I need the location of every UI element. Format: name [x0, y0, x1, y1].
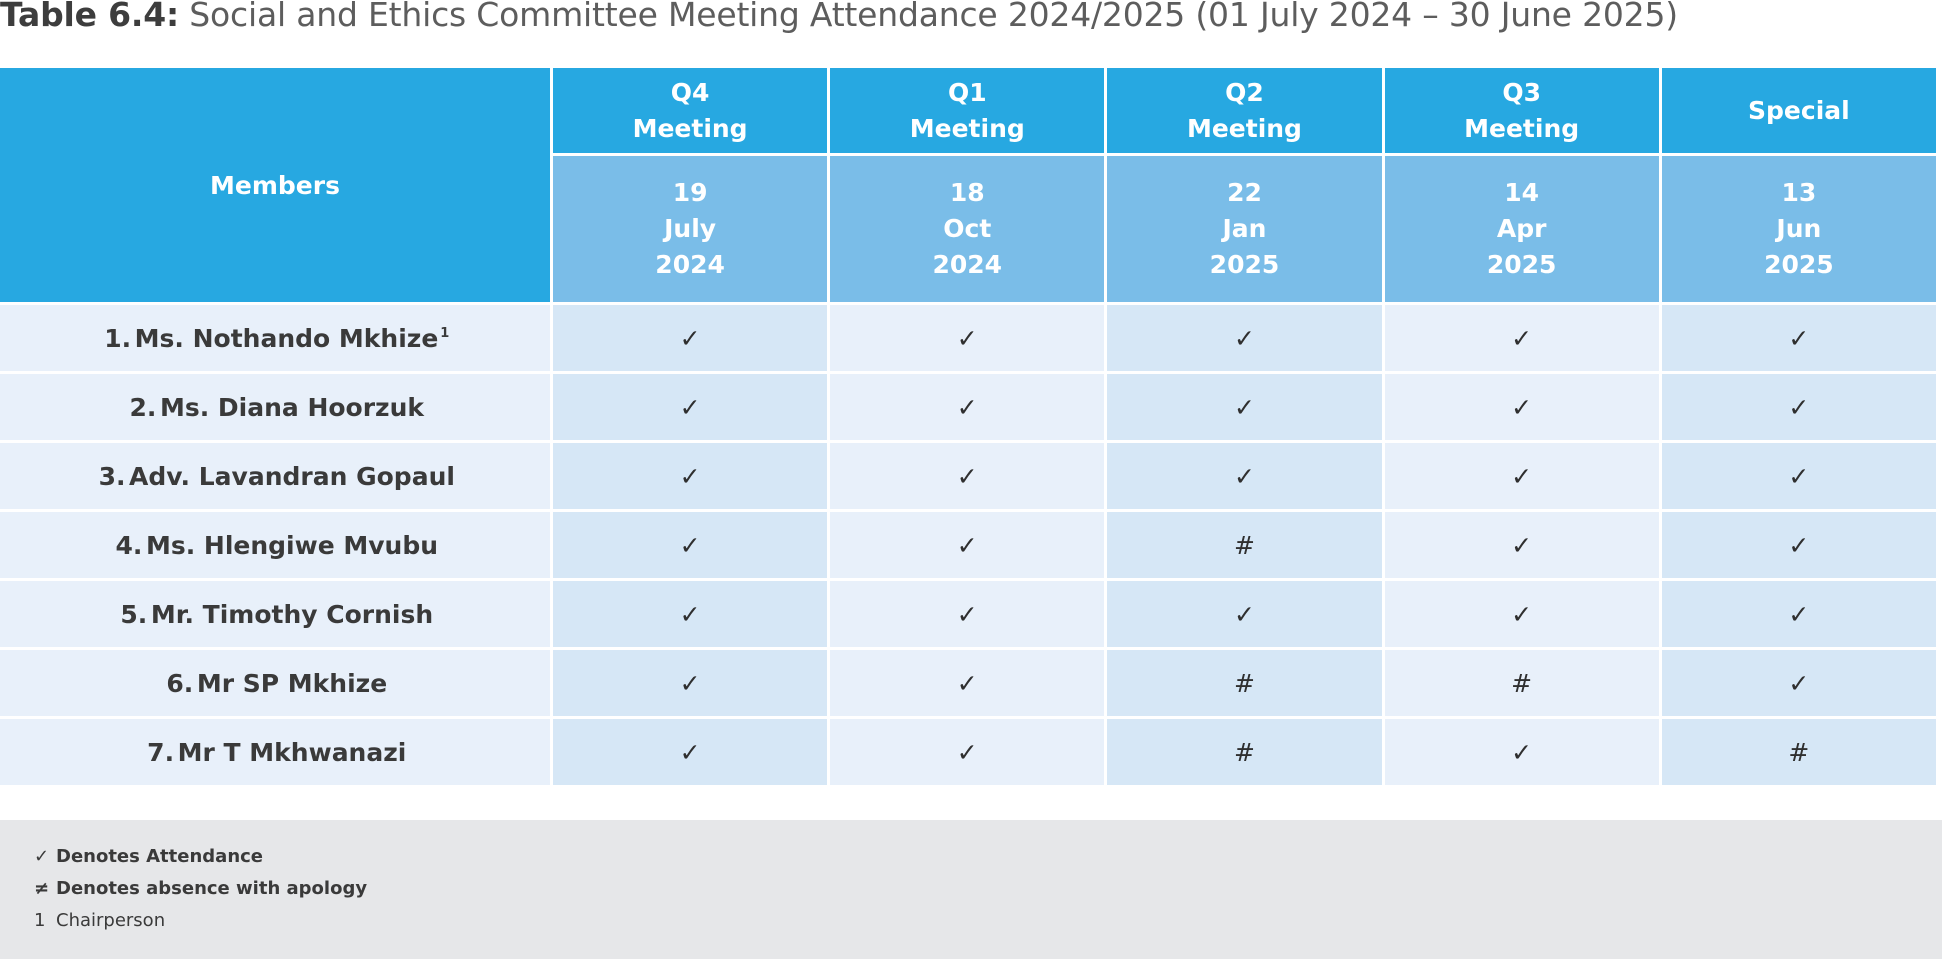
attendance-cell: ✓ — [1107, 305, 1381, 371]
table-row — [0, 719, 1936, 785]
attendance-cell: ✓ — [1662, 374, 1936, 440]
attendance-cell: # — [1107, 512, 1381, 578]
attendance-cell: ✓ — [553, 305, 827, 371]
member-name: Mr. Timothy Cornish — [150, 599, 434, 629]
table-row — [0, 305, 1936, 371]
member-name: Mr T Mkhwanazi — [177, 737, 407, 767]
attendance-cell: ✓ — [1385, 443, 1659, 509]
attendance-cell: ✓ — [1385, 581, 1659, 647]
member-number: 6. — [166, 668, 194, 698]
member-name-cell — [0, 374, 550, 440]
meeting-date-header: 18 Oct 2024 — [830, 156, 1104, 302]
table-row — [0, 374, 1936, 440]
attendance-cell: ✓ — [830, 650, 1104, 716]
attendance-cell: # — [1662, 719, 1936, 785]
member-number: 3. — [98, 461, 126, 491]
members-header: Members — [0, 68, 550, 302]
attendance-cell: ✓ — [1662, 512, 1936, 578]
legend-item-apology — [34, 877, 367, 901]
legend-text: Chairperson — [56, 910, 166, 931]
table-row — [0, 650, 1936, 716]
attendance-cell: ✓ — [1107, 374, 1381, 440]
member-name-cell — [0, 650, 550, 716]
member-name-cell — [0, 581, 550, 647]
attendance-cell: ✓ — [553, 581, 827, 647]
attendance-cell: ✓ — [553, 374, 827, 440]
attendance-cell: ✓ — [830, 374, 1104, 440]
meeting-header: Q2 Meeting — [1107, 68, 1381, 153]
chairperson-footnote-marker: 1 — [440, 325, 450, 341]
meeting-name-row — [0, 68, 1936, 153]
checkmark-icon: ✓ — [34, 846, 50, 867]
footnote-number: 1 — [34, 910, 46, 931]
attendance-cell: ✓ — [830, 581, 1104, 647]
member-name-cell — [0, 512, 550, 578]
table-row — [0, 581, 1936, 647]
meeting-date-header: 19 July 2024 — [553, 156, 827, 302]
member-number: 7. — [147, 737, 175, 767]
member-name: Ms. Hlengiwe Mvubu — [145, 530, 439, 560]
legend-item-chairperson — [34, 909, 165, 933]
legend-text: Denotes absence with apology — [56, 878, 368, 899]
member-name: Mr SP Mkhize — [196, 668, 388, 698]
member-number: 2. — [129, 392, 157, 422]
attendance-cell: # — [1107, 650, 1381, 716]
meeting-date-header: 22 Jan 2025 — [1107, 156, 1381, 302]
not-equal-icon: ≠ — [34, 878, 50, 899]
meeting-header: Q4 Meeting — [553, 68, 827, 153]
member-number: 5. — [120, 599, 148, 629]
attendance-cell: ✓ — [1107, 443, 1381, 509]
attendance-cell: ✓ — [1385, 719, 1659, 785]
attendance-cell: ✓ — [1662, 443, 1936, 509]
attendance-cell: ✓ — [1662, 650, 1936, 716]
attendance-cell: ✓ — [1107, 581, 1381, 647]
meeting-header: Q3 Meeting — [1385, 68, 1659, 153]
table-title-text: Social and Ethics Committee Meeting Attendance 2024/2025 (01 July 2024 – 30 June 2025) — [189, 0, 1678, 34]
attendance-cell: # — [1385, 650, 1659, 716]
attendance-cell: ✓ — [1385, 512, 1659, 578]
attendance-cell: ✓ — [1662, 581, 1936, 647]
member-name-cell — [0, 443, 550, 509]
table-title-label: Table 6.4: — [0, 0, 179, 34]
legend-panel — [0, 820, 1942, 959]
meeting-header: Special — [1662, 68, 1936, 153]
table-row — [0, 443, 1936, 509]
attendance-cell: ✓ — [1662, 305, 1936, 371]
legend-item-attendance — [34, 845, 263, 869]
member-name: Ms. Nothando Mkhize — [134, 323, 439, 353]
table-title — [0, 0, 1678, 37]
member-number: 1. — [104, 323, 132, 353]
attendance-cell: # — [1107, 719, 1381, 785]
attendance-cell: ✓ — [1385, 374, 1659, 440]
member-name-cell — [0, 305, 550, 371]
member-number: 4. — [115, 530, 143, 560]
attendance-cell: ✓ — [1385, 305, 1659, 371]
attendance-table — [0, 65, 1939, 788]
attendance-cell: ✓ — [830, 512, 1104, 578]
meeting-header: Q1 Meeting — [830, 68, 1104, 153]
member-name: Adv. Lavandran Gopaul — [129, 461, 455, 491]
attendance-cell: ✓ — [553, 512, 827, 578]
attendance-cell: ✓ — [830, 443, 1104, 509]
attendance-cell: ✓ — [553, 443, 827, 509]
member-name: Ms. Diana Hoorzuk — [159, 392, 425, 422]
attendance-cell: ✓ — [830, 719, 1104, 785]
table-row — [0, 512, 1936, 578]
attendance-cell: ✓ — [830, 305, 1104, 371]
meeting-date-header: 13 Jun 2025 — [1662, 156, 1936, 302]
legend-text: Denotes Attendance — [56, 846, 264, 867]
meeting-date-header: 14 Apr 2025 — [1385, 156, 1659, 302]
attendance-cell: ✓ — [553, 650, 827, 716]
member-name-cell — [0, 719, 550, 785]
attendance-cell: ✓ — [553, 719, 827, 785]
